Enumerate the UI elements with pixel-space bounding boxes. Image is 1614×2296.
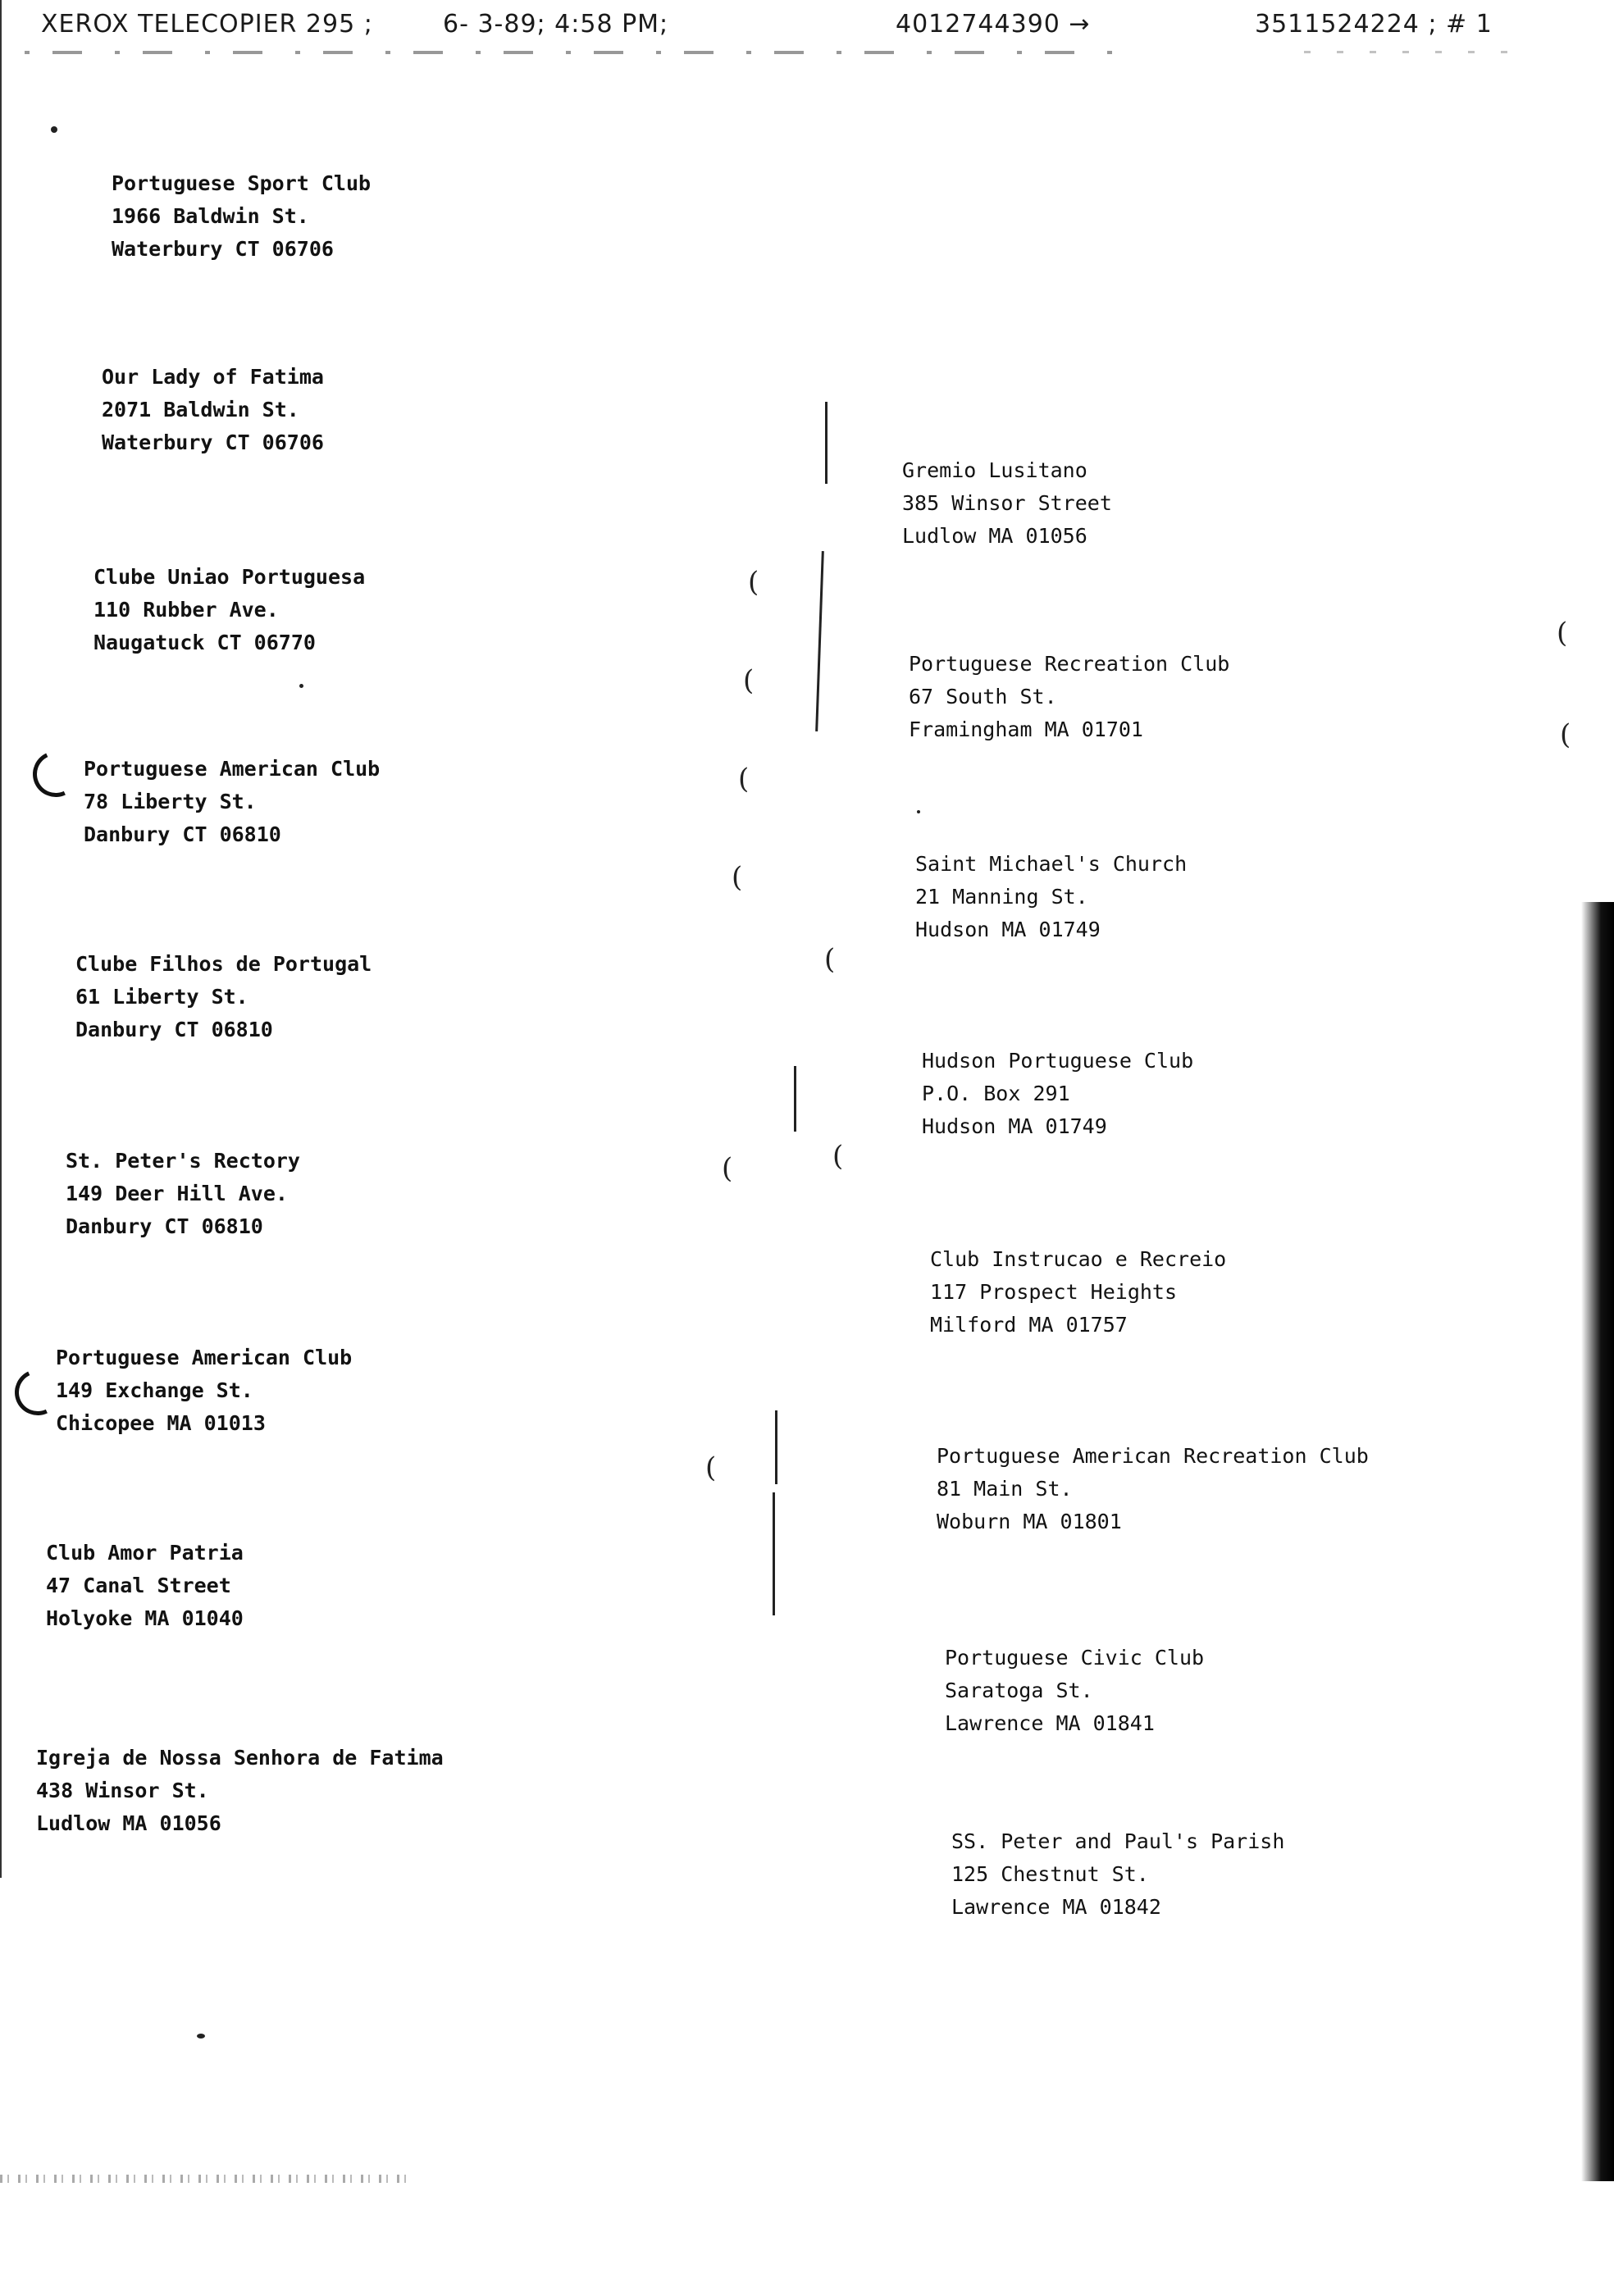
address-entry — [909, 648, 1229, 746]
scan-mark: ( — [832, 1140, 844, 1173]
street-address: 385 Winsor Street — [902, 491, 1112, 515]
address-entry — [93, 561, 365, 659]
scan-mark: ( — [705, 1451, 717, 1484]
city-state-zip: Woburn MA 01801 — [937, 1510, 1122, 1533]
city-state-zip: Holyoke MA 01040 — [46, 1606, 244, 1630]
city-state-zip: Lawrence MA 01842 — [951, 1895, 1161, 1919]
center-fold-mark — [825, 402, 828, 484]
right-scan-edge — [1581, 902, 1614, 2181]
address-entry — [75, 948, 372, 1046]
org-name: Portuguese American Recreation Club — [937, 1444, 1369, 1468]
footer-scan-noise — [0, 2175, 410, 2183]
city-state-zip: Waterbury CT 06706 — [102, 430, 324, 454]
scan-mark: ( — [748, 566, 759, 599]
street-address: 149 Exchange St. — [56, 1378, 253, 1402]
address-entry — [56, 1342, 352, 1440]
address-entry — [930, 1243, 1226, 1342]
street-address: 149 Deer Hill Ave. — [66, 1182, 288, 1205]
org-name: Portuguese Civic Club — [945, 1646, 1205, 1670]
city-state-zip: Framingham MA 01701 — [909, 718, 1143, 741]
city-state-zip: Hudson MA 01749 — [922, 1114, 1107, 1138]
fax-machine-id: XEROX TELECOPIER 295 ; — [41, 10, 373, 39]
speck — [51, 126, 57, 133]
fax-from-number: 4012744390 → — [896, 10, 1091, 39]
speck — [917, 810, 920, 813]
fax-date-time: 6- 3-89; 4:58 PM; — [443, 10, 669, 39]
org-name: Portuguese Sport Club — [112, 171, 372, 195]
street-address: 21 Manning St. — [915, 885, 1088, 909]
city-state-zip: Ludlow MA 01056 — [36, 1811, 221, 1835]
fax-header — [0, 10, 1614, 51]
city-state-zip: Chicopee MA 01013 — [56, 1411, 266, 1435]
city-state-zip: Danbury CT 06810 — [84, 822, 281, 846]
address-entry — [112, 167, 371, 266]
city-state-zip: Hudson MA 01749 — [915, 918, 1101, 941]
address-entry — [902, 454, 1112, 553]
hole-punch-mark — [26, 745, 85, 804]
street-address: 1966 Baldwin St. — [112, 204, 309, 228]
street-address: Saratoga St. — [945, 1679, 1093, 1702]
street-address: 125 Chestnut St. — [951, 1862, 1149, 1886]
scan-mark: ( — [1560, 718, 1571, 751]
org-name: Clube Uniao Portuguesa — [93, 565, 366, 589]
street-address: 117 Prospect Heights — [930, 1280, 1178, 1304]
center-fold-mark — [775, 1410, 777, 1484]
street-address: 2071 Baldwin St. — [102, 398, 299, 421]
header-noise-line — [25, 51, 1124, 54]
org-name: Igreja de Nossa Senhora de Fatima — [36, 1746, 444, 1770]
address-entry — [922, 1045, 1193, 1143]
scan-mark: ( — [824, 943, 836, 976]
city-state-zip: Ludlow MA 01056 — [902, 524, 1087, 548]
street-address: 67 South St. — [909, 685, 1057, 708]
city-state-zip: Danbury CT 06810 — [75, 1018, 273, 1041]
address-entry — [915, 848, 1187, 946]
org-name: Clube Filhos de Portugal — [75, 952, 372, 976]
org-name: Hudson Portuguese Club — [922, 1049, 1194, 1073]
org-name: Saint Michael's Church — [915, 852, 1188, 876]
left-scan-edge — [0, 0, 2, 1878]
city-state-zip: Naugatuck CT 06770 — [93, 631, 316, 654]
address-entry — [951, 1825, 1284, 1924]
scan-mark: ( — [1557, 617, 1568, 649]
city-state-zip: Lawrence MA 01841 — [945, 1711, 1155, 1735]
scan-mark: ( — [743, 664, 755, 697]
center-fold-mark — [794, 1066, 796, 1132]
org-name: Portuguese Recreation Club — [909, 652, 1230, 676]
address-entry — [102, 361, 324, 459]
org-name: Portuguese American Club — [84, 757, 381, 781]
speck — [197, 2034, 205, 2039]
org-name: Gremio Lusitano — [902, 458, 1087, 482]
address-entry — [66, 1145, 300, 1243]
org-name: Club Instrucao e Recreio — [930, 1247, 1227, 1271]
scan-mark: ( — [722, 1152, 733, 1185]
org-name: Portuguese American Club — [56, 1346, 353, 1369]
street-address: P.O. Box 291 — [922, 1082, 1070, 1105]
center-fold-mark — [815, 551, 824, 731]
scan-mark: ( — [732, 861, 743, 894]
org-name: Club Amor Patria — [46, 1541, 244, 1565]
org-name: Our Lady of Fatima — [102, 365, 324, 389]
org-name: SS. Peter and Paul's Parish — [951, 1829, 1285, 1853]
fax-to-number: 3511524224 ; # 1 — [1255, 10, 1493, 39]
street-address: 61 Liberty St. — [75, 985, 248, 1009]
center-fold-mark — [773, 1492, 775, 1615]
speck — [299, 684, 303, 688]
address-entry — [36, 1742, 444, 1840]
address-entry — [84, 753, 380, 851]
street-address: 81 Main St. — [937, 1477, 1073, 1501]
city-state-zip: Milford MA 01757 — [930, 1313, 1128, 1337]
city-state-zip: Waterbury CT 06706 — [112, 237, 334, 261]
address-entry — [46, 1537, 244, 1635]
street-address: 47 Canal Street — [46, 1574, 231, 1597]
street-address: 438 Winsor St. — [36, 1779, 209, 1802]
street-address: 78 Liberty St. — [84, 790, 257, 813]
org-name: St. Peter's Rectory — [66, 1149, 300, 1173]
scan-mark: ( — [738, 763, 750, 795]
city-state-zip: Danbury CT 06810 — [66, 1214, 263, 1238]
header-noise-line-right — [1304, 51, 1534, 53]
address-entry — [945, 1642, 1204, 1740]
address-entry — [937, 1440, 1369, 1538]
street-address: 110 Rubber Ave. — [93, 598, 279, 622]
